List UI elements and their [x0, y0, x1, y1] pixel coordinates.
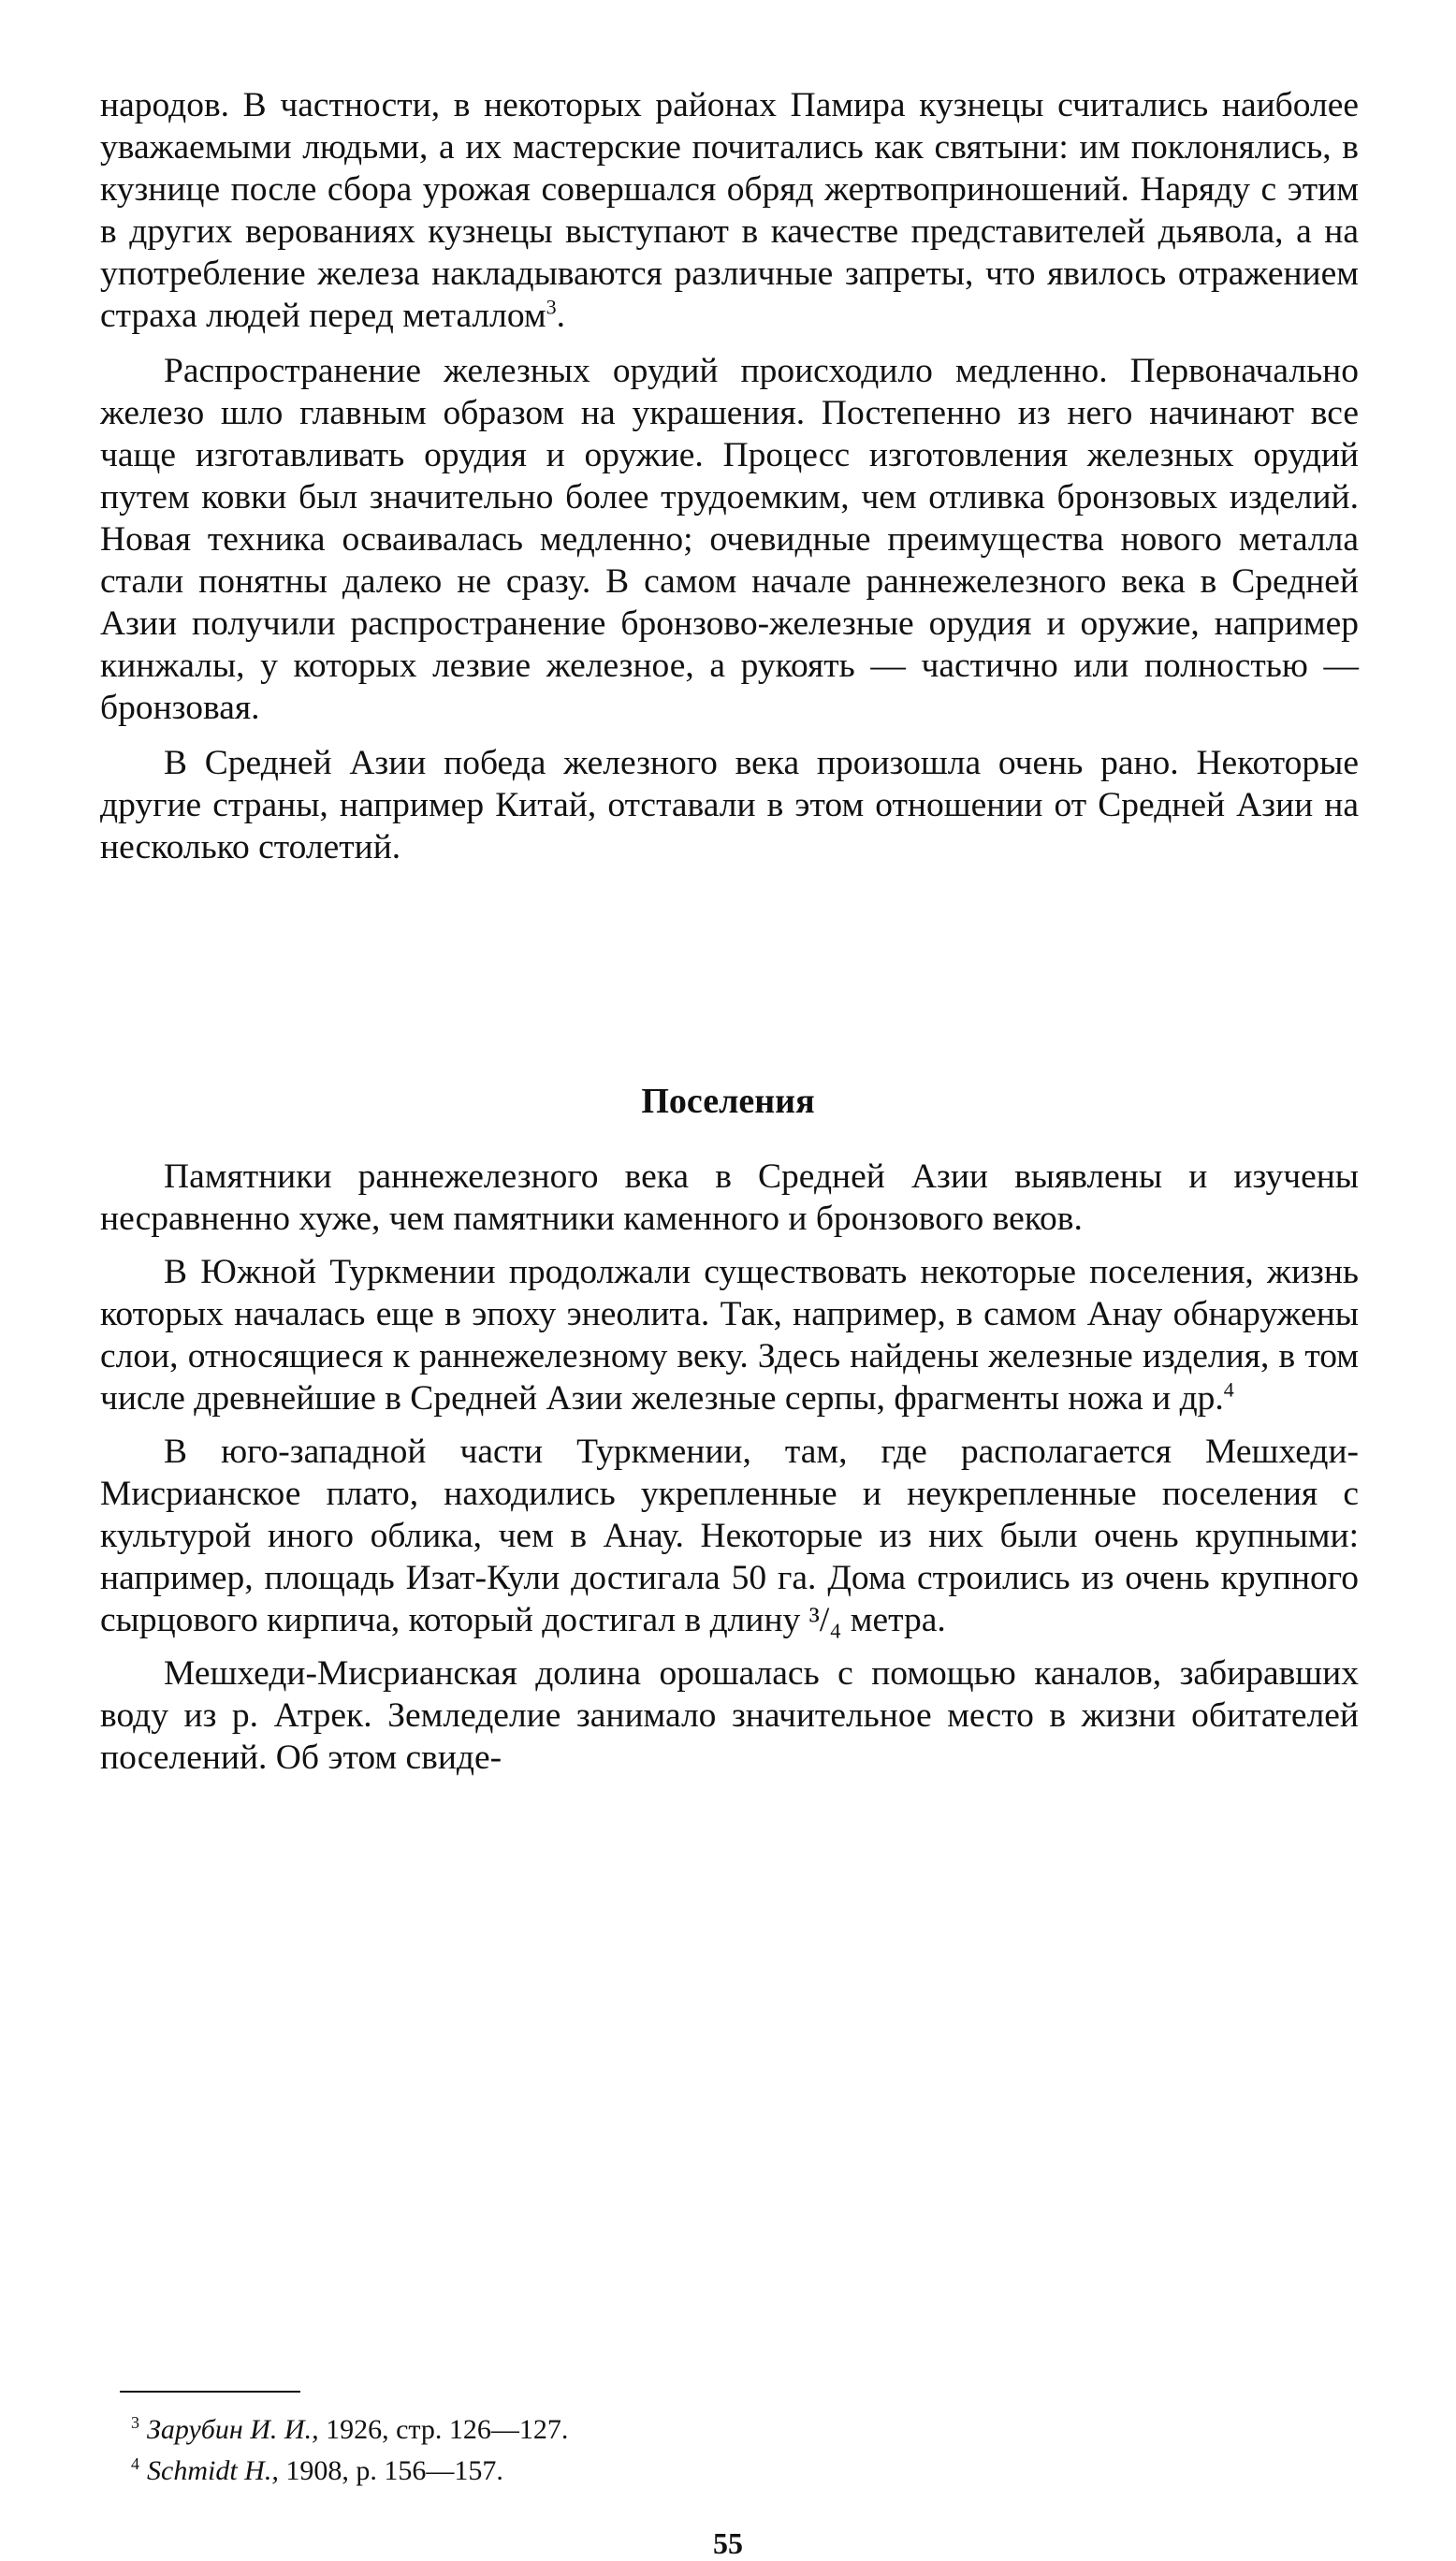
footnote-author: Зарубин И. И., — [147, 2414, 319, 2445]
footnote — [131, 2406, 1254, 2447]
footnote-citation: 1908, p. 156—157. — [278, 2455, 503, 2486]
paragraph: Мешхеди-Мисрианская долина орошалась с помощью каналов, забиравших воду из р. Атрек. Земледелие занимало значительное место в жизни обитателей поселений. Об этом свиде- — [100, 1654, 1359, 1777]
paragraph — [100, 84, 1359, 337]
text-block-bottom — [100, 1156, 1359, 1779]
paragraph — [100, 1251, 1359, 1419]
footnote-author: Schmidt H., — [147, 2455, 279, 2486]
footnotes — [131, 2406, 1254, 2488]
paragraph-text: народов. В частности, в некоторых районах Памира кузнецы считались наиболее уважаемыми людьми, а их мастерские почитались как святыни: им поклонялись, в кузнице после сбора урожая совершался обряд жертвоприношений. Наряду с этим в других верованиях кузнецы выступают в качестве представителей дьявола, а на употребление железа накладываются различные запреты, что явилось отражением страха людей перед металлом — [100, 86, 1359, 335]
paragraph-end: . — [556, 297, 565, 335]
paragraph: Памятники раннежелезного века в Средней Азии выявлены и изучены несравненно хуже, чем памятники каменного и бронзового веков. — [100, 1157, 1359, 1238]
paragraph-text: В Южной Туркмении продолжали существовать некоторые поселения, жизнь которых началась еще в эпоху энеолита. Так, например, в самом Анау обнаружены слои, относящиеся к раннежелезному веку. Здесь найдены железные изделия, в том числе древнейшие в Средней Азии железные серпы, фрагменты ножа и др. — [100, 1253, 1359, 1418]
footnote-citation: 1926, стр. 126—127. — [318, 2414, 569, 2445]
footnote-ref: 4 — [1223, 1377, 1234, 1402]
paragraph: В юго-западной части Туркмении, там, где располагается Мешхеди-Мисрианское плато, находились укрепленные и неукрепленные поселения с культурой иного облика, чем в Анау. Некоторые из них были очень крупными: например, площадь Изат-Кули достигала 50 га. Дома строились из очень крупного сырцового кирпича, который достигал в длину ³/₄ метра. — [100, 1433, 1359, 1639]
paragraph: В Средней Азии победа железного века произошла очень рано. Некоторые другие страны, например Китай, отставали в этом отношении от Средней Азии на несколько столетий. — [100, 744, 1359, 866]
footnote-marker: 4 — [131, 2454, 139, 2473]
footnote-divider — [120, 2391, 300, 2393]
section-heading: Поселения — [641, 1082, 815, 1121]
text-block-top — [100, 84, 1359, 868]
footnote-marker: 3 — [131, 2413, 139, 2432]
footnote-ref: 3 — [546, 295, 557, 319]
footnote — [131, 2447, 1254, 2488]
paragraph: Распространение железных орудий происходило медленно. Первоначально железо шло главным образом на украшения. Постепенно из него начинают все чаще изготавливать орудия и оружие. Процесс изготовления железных орудий путем ковки был значительно более трудоемким, чем отливка бронзовых изделий. Новая техника осваивалась медленно; очевидные преимущества нового металла стали понятны далеко не сразу. В самом начале раннежелезного века в Средней Азии получили распространение бронзово-железные орудия и оружие, например кинжалы, у которых лезвие железное, а рукоять — частично или полностью — бронзовая. — [100, 352, 1359, 727]
page-number: 55 — [713, 2526, 743, 2560]
